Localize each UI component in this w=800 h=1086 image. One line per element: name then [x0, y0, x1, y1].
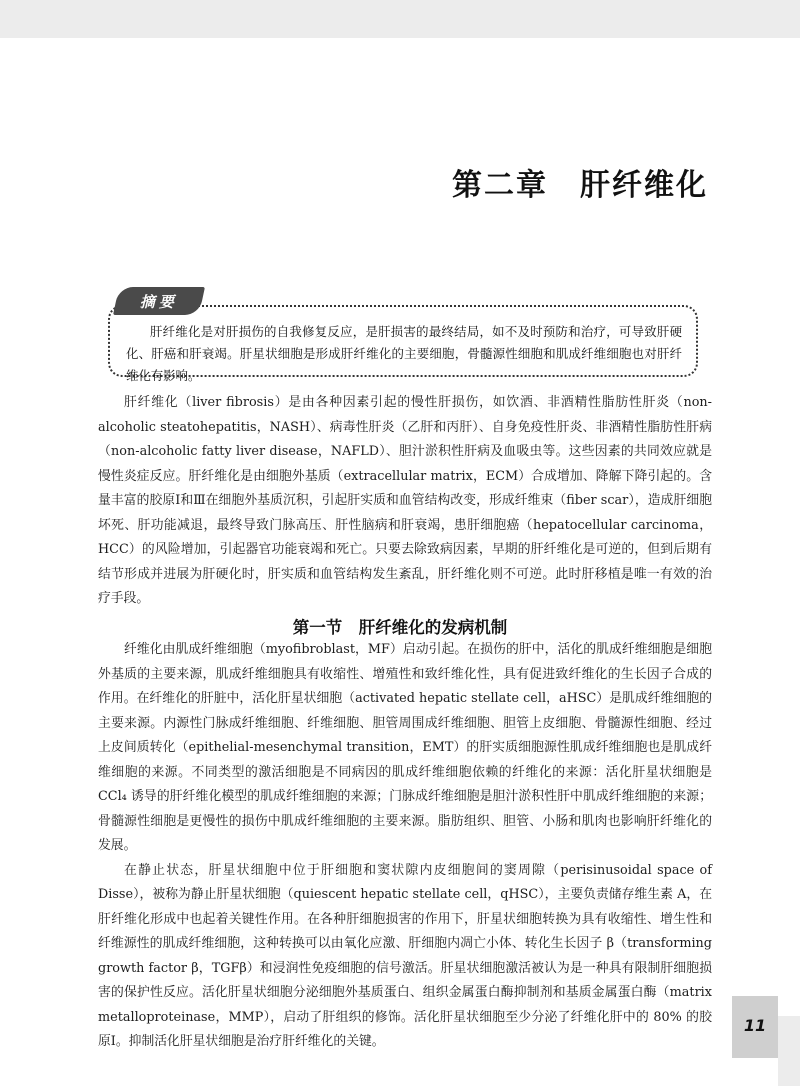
abstract-label: 摘要 [139, 292, 178, 311]
section1-body [98, 638, 712, 1055]
abstract-label-tab [113, 287, 205, 315]
abstract-box [108, 305, 698, 383]
chapter-title: 第二章 肝纤维化 [452, 168, 708, 204]
page-tab-shadow [778, 1016, 800, 1086]
intro-section [98, 391, 712, 612]
section1-paragraph-2: 在静止状态，肝星状细胞中位于肝细胞和窦状隙内皮细胞间的窦周隙（perisinusoidal space of Disse），被称为静止肝星状细胞（quiescent hepatic stellate cell，qHSC），主要负责储存维生素 A，在肝纤维化形成中也起着关键性作用。在各种肝细胞损害的作用下，肝星状细胞转换为具有收缩性、增生性和纤维源性的肌成纤维细胞，这种转换可以由氧化应激、肝细胞内凋亡小体、转化生长因子 β（transforming growth factor β，TGFβ）和浸润性免疫细胞的信号激活。肝星状细胞激活被认为是一种具有限制肝细胞损害的保护性反应。活化肝星状细胞分泌细胞外基质蛋白、组织金属蛋白酶抑制剂和基质金属蛋白酶（matrix metalloproteinase，MMP），启动了肝组织的修饰。活化肝星状细胞至少分泌了纤维化肝中的 80% 的胶原Ⅰ。抑制活化肝星状细胞是治疗肝纤维化的关键。 [98, 862, 712, 1049]
intro-paragraph: 肝纤维化（liver fibrosis）是由各种因素引起的慢性肝损伤，如饮酒、非酒精性脂肪性肝炎（non-alcoholic steatohepatitis，NASH）、病毒性肝炎（乙肝和丙肝）、自身免疫性肝炎、非酒精性脂肪性肝病（non-alcoholic fatty liver disease，NAFLD）、胆汁淤积性肝病及血吸虫等。这些因素的共同效应就是慢性炎症反应。肝纤维化是由细胞外基质（extracellular matrix，ECM）合成增加、降解下降引起的。含量丰富的胶原Ⅰ和Ⅲ在细胞外基质沉积，引起肝实质和血管结构改变，形成纤维束（fiber scar），造成肝细胞坏死、肝功能减退，最终导致门脉高压、肝性脑病和肝衰竭，患肝细胞癌（hepatocellular carcinoma，HCC）的风险增加，引起器官功能衰竭和死亡。只要去除致病因素，早期的肝纤维化是可逆的，但到后期有结节形成并进展为肝硬化时，肝实质和血管结构发生紊乱，肝纤维化则不可逆。此时肝移植是唯一有效的治疗手段。 [98, 395, 712, 606]
abstract-text: 肝纤维化是对肝损伤的自我修复反应，是肝损害的最终结局，如不及时预防和治疗，可导致肝硬化、肝癌和肝衰竭。肝星状细胞是形成肝纤维化的主要细胞，骨髓源性细胞和肌成纤维细胞也对肝纤维化有影响。 [126, 324, 682, 383]
section-title: 第一节 肝纤维化的发病机制 [292, 617, 508, 637]
section1-paragraph-1: 纤维化由肌成纤维细胞（myofibroblast，MF）启动引起。在损伤的肝中，活化的肌成纤维细胞是细胞外基质的主要来源，肌成纤维细胞具有收缩性、增殖性和致纤维化性，具有促进致纤维化的生长因子合成的作用。在纤维化的肝脏中，活化肝星状细胞（activated hepatic stellate cell，aHSC）是肌成纤维细胞的主要来源。内源性门脉成纤维细胞、纤维细胞、胆管周围成纤维细胞、胆管上皮细胞、骨髓源性细胞、经过上皮间质转化（epithelial-mesenchymal transition，EMT）的肝实质细胞源性肌成纤维细胞也是肌成纤维细胞的来源。不同类型的激活细胞是不同病因的肌成纤维细胞依赖的纤维化的来源：活化肝星状细胞是 CCl₄ 诱导的肝纤维化模型的肌成纤维细胞的来源；门脉成纤维细胞是胆汁淤积性肝中肌成纤维细胞的来源；骨髓源性细胞是更慢性的损伤中肌成纤维细胞的主要来源。脂肪组织、胆管、小肠和肌肉也影响肝纤维化的发展。 [98, 642, 712, 853]
page-number: 11 [743, 1016, 767, 1035]
header-band [0, 0, 800, 38]
